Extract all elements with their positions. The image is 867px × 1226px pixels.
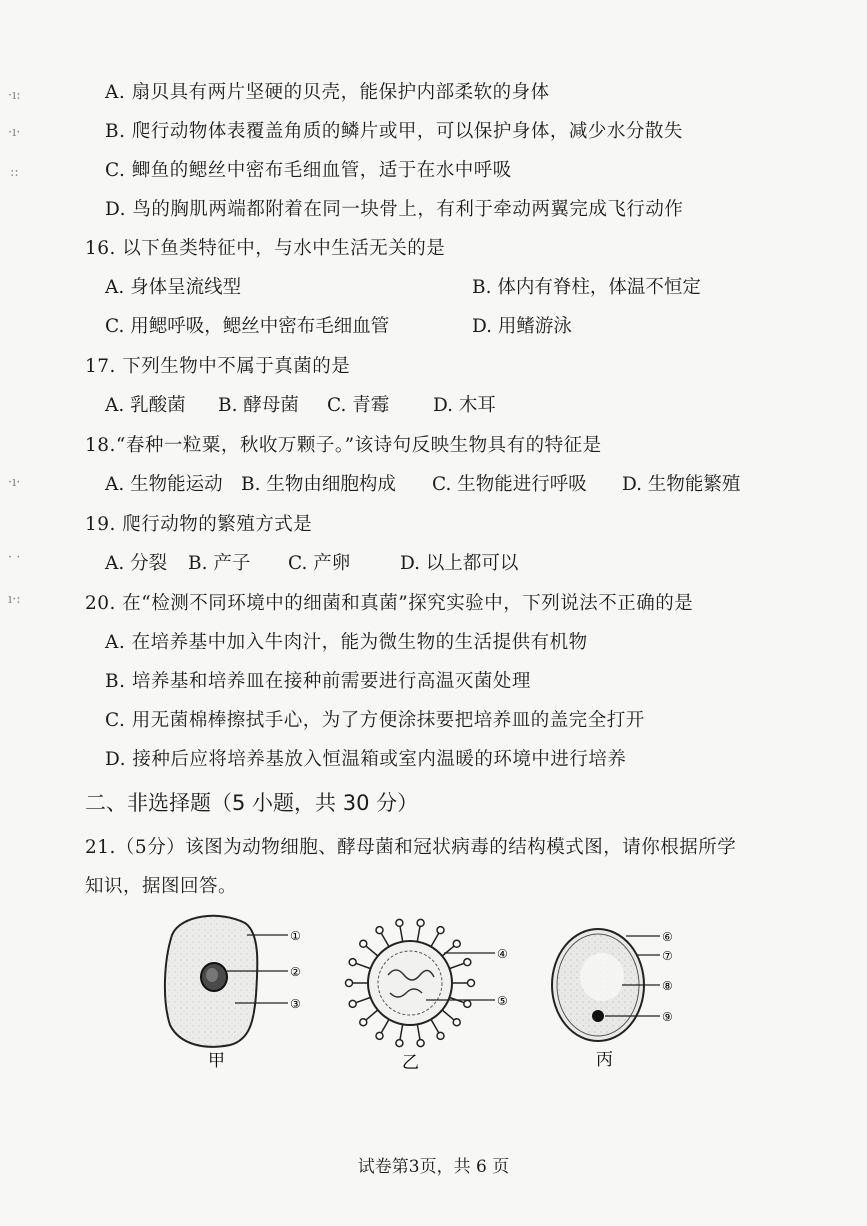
q15-option-d: D. 鸟的胸肌两端都附着在同一块骨上，有利于牵动两翼完成飞行动作	[105, 199, 684, 220]
q17-stem: 17. 下列生物中不属于真菌的是	[85, 356, 351, 377]
spike-head	[376, 927, 383, 934]
q20-option-c: C. 用无菌棉棒擦拭手心，为了方便涂抹要把培养皿的盖完全打开	[105, 710, 645, 731]
q17-option-b: B. 酵母菌	[218, 395, 299, 416]
q17-option-a: A. 乳酸菌	[105, 395, 186, 416]
spike-head	[417, 1040, 424, 1047]
spike-head	[396, 919, 403, 926]
marker-9: ⑨	[662, 1010, 673, 1024]
spike-stalk	[400, 1024, 403, 1040]
label-jia: 甲	[208, 1051, 225, 1071]
marker-3: ③	[290, 997, 301, 1011]
marker-8: ⑧	[662, 979, 673, 993]
q19-stem: 19. 爬行动物的繁殖方式是	[85, 514, 313, 535]
q16-option-a: A. 身体呈流线型	[105, 277, 242, 298]
q15-option-a: A. 扇贝具有两片坚硬的贝壳，能保护内部柔软的身体	[105, 82, 550, 103]
q18-option-d: D. 生物能繁殖	[622, 474, 741, 495]
marker-4: ④	[497, 947, 508, 961]
q18-option-b: B. 生物由细胞构成	[241, 474, 396, 495]
q16-stem: 16. 以下鱼类特征中，与水中生活无关的是	[85, 238, 446, 259]
animal-cell	[165, 916, 288, 1047]
spike-head	[437, 1032, 444, 1039]
margin-mark: ·ı·	[8, 475, 21, 490]
q20-option-d: D. 接种后应将培养基放入恒温箱或室内温暖的环境中进行培养	[105, 749, 627, 770]
q21-stem-line1: 21.（5分）该图为动物细胞、酵母菌和冠状病毒的结构模式图，请你根据所学	[85, 837, 737, 858]
coronavirus	[346, 919, 475, 1046]
q20-option-a: A. 在培养基中加入牛肉汁，能为微生物的生活提供有机物	[105, 632, 588, 653]
spike-stalk	[381, 933, 389, 947]
marker-7: ⑦	[662, 949, 673, 963]
spike-stalk	[366, 1010, 378, 1020]
structure-diagram	[150, 905, 710, 1075]
spike-head	[468, 980, 475, 987]
marker-1: ①	[290, 929, 301, 943]
spike-stalk	[366, 946, 378, 956]
marker-2: ②	[290, 965, 301, 979]
margin-mark: · ·	[8, 550, 21, 565]
section-heading: 二、非选择题（5 小题，共 30 分）	[85, 791, 419, 815]
q19-option-b: B. 产子	[188, 553, 251, 574]
spike-head	[349, 1000, 356, 1007]
yeast-cell	[552, 929, 660, 1041]
spike-stalk	[442, 946, 454, 956]
spike-stalk	[442, 1010, 454, 1020]
spike-stalk	[355, 997, 370, 1002]
spike-head	[346, 980, 353, 987]
spike-head	[376, 1032, 383, 1039]
spike-head	[396, 1040, 403, 1047]
page-footer: 试卷第3页，共 6 页	[357, 1157, 510, 1177]
spike-head	[417, 919, 424, 926]
spike-head	[437, 927, 444, 934]
q18-stem: 18.“春种一粒粟，秋收万颗子。”该诗句反映生物具有的特征是	[85, 435, 602, 456]
q19-option-d: D. 以上都可以	[400, 553, 519, 574]
spike-stalk	[431, 1019, 439, 1033]
q16-option-b: B. 体内有脊柱，体温不恒定	[472, 277, 701, 298]
margin-mark: ·ı:	[8, 88, 21, 103]
q19-option-c: C. 产卵	[288, 553, 351, 574]
spike-head	[464, 1000, 471, 1007]
q15-option-c: C. 鲫鱼的鳃丝中密布毛细血管，适于在水中呼吸	[105, 160, 512, 181]
spike-head	[464, 959, 471, 966]
spike-head	[349, 959, 356, 966]
q20-stem: 20. 在“检测不同环境中的细菌和真菌”探究实验中，下列说法不正确的是	[85, 593, 694, 614]
q16-option-c: C. 用鳃呼吸，鳃丝中密布毛细血管	[105, 316, 390, 337]
spike-stalk	[417, 1024, 420, 1040]
q21-stem-line2: 知识，据图回答。	[85, 876, 238, 897]
margin-mark: ::	[10, 165, 19, 180]
spike-stalk	[381, 1019, 389, 1033]
label-bing: 丙	[596, 1050, 613, 1070]
margin-mark: ı·:	[8, 592, 21, 607]
margin-mark: ·ı·	[8, 125, 21, 140]
spike-stalk	[431, 933, 439, 947]
spike-head	[360, 940, 367, 947]
q17-option-d: D. 木耳	[433, 395, 496, 416]
q17-option-c: C. 青霉	[327, 395, 390, 416]
spike-stalk	[400, 926, 403, 942]
q15-option-b: B. 爬行动物体表覆盖角质的鳞片或甲，可以保护身体，减少水分散失	[105, 121, 683, 142]
q19-option-a: A. 分裂	[105, 553, 168, 574]
q18-option-c: C. 生物能进行呼吸	[432, 474, 587, 495]
spike-stalk	[355, 963, 370, 968]
marker-6: ⑥	[662, 930, 673, 944]
q18-option-a: A. 生物能运动	[105, 474, 223, 495]
marker-5: ⑤	[497, 994, 508, 1008]
q20-option-b: B. 培养基和培养皿在接种前需要进行高温灭菌处理	[105, 671, 531, 692]
spike-head	[453, 940, 460, 947]
spike-head	[360, 1019, 367, 1026]
spike-head	[453, 1019, 460, 1026]
label-yi: 乙	[402, 1053, 419, 1073]
spike-stalk	[417, 926, 420, 942]
q16-option-d: D. 用鳍游泳	[472, 316, 572, 337]
spike-stalk	[449, 963, 464, 968]
